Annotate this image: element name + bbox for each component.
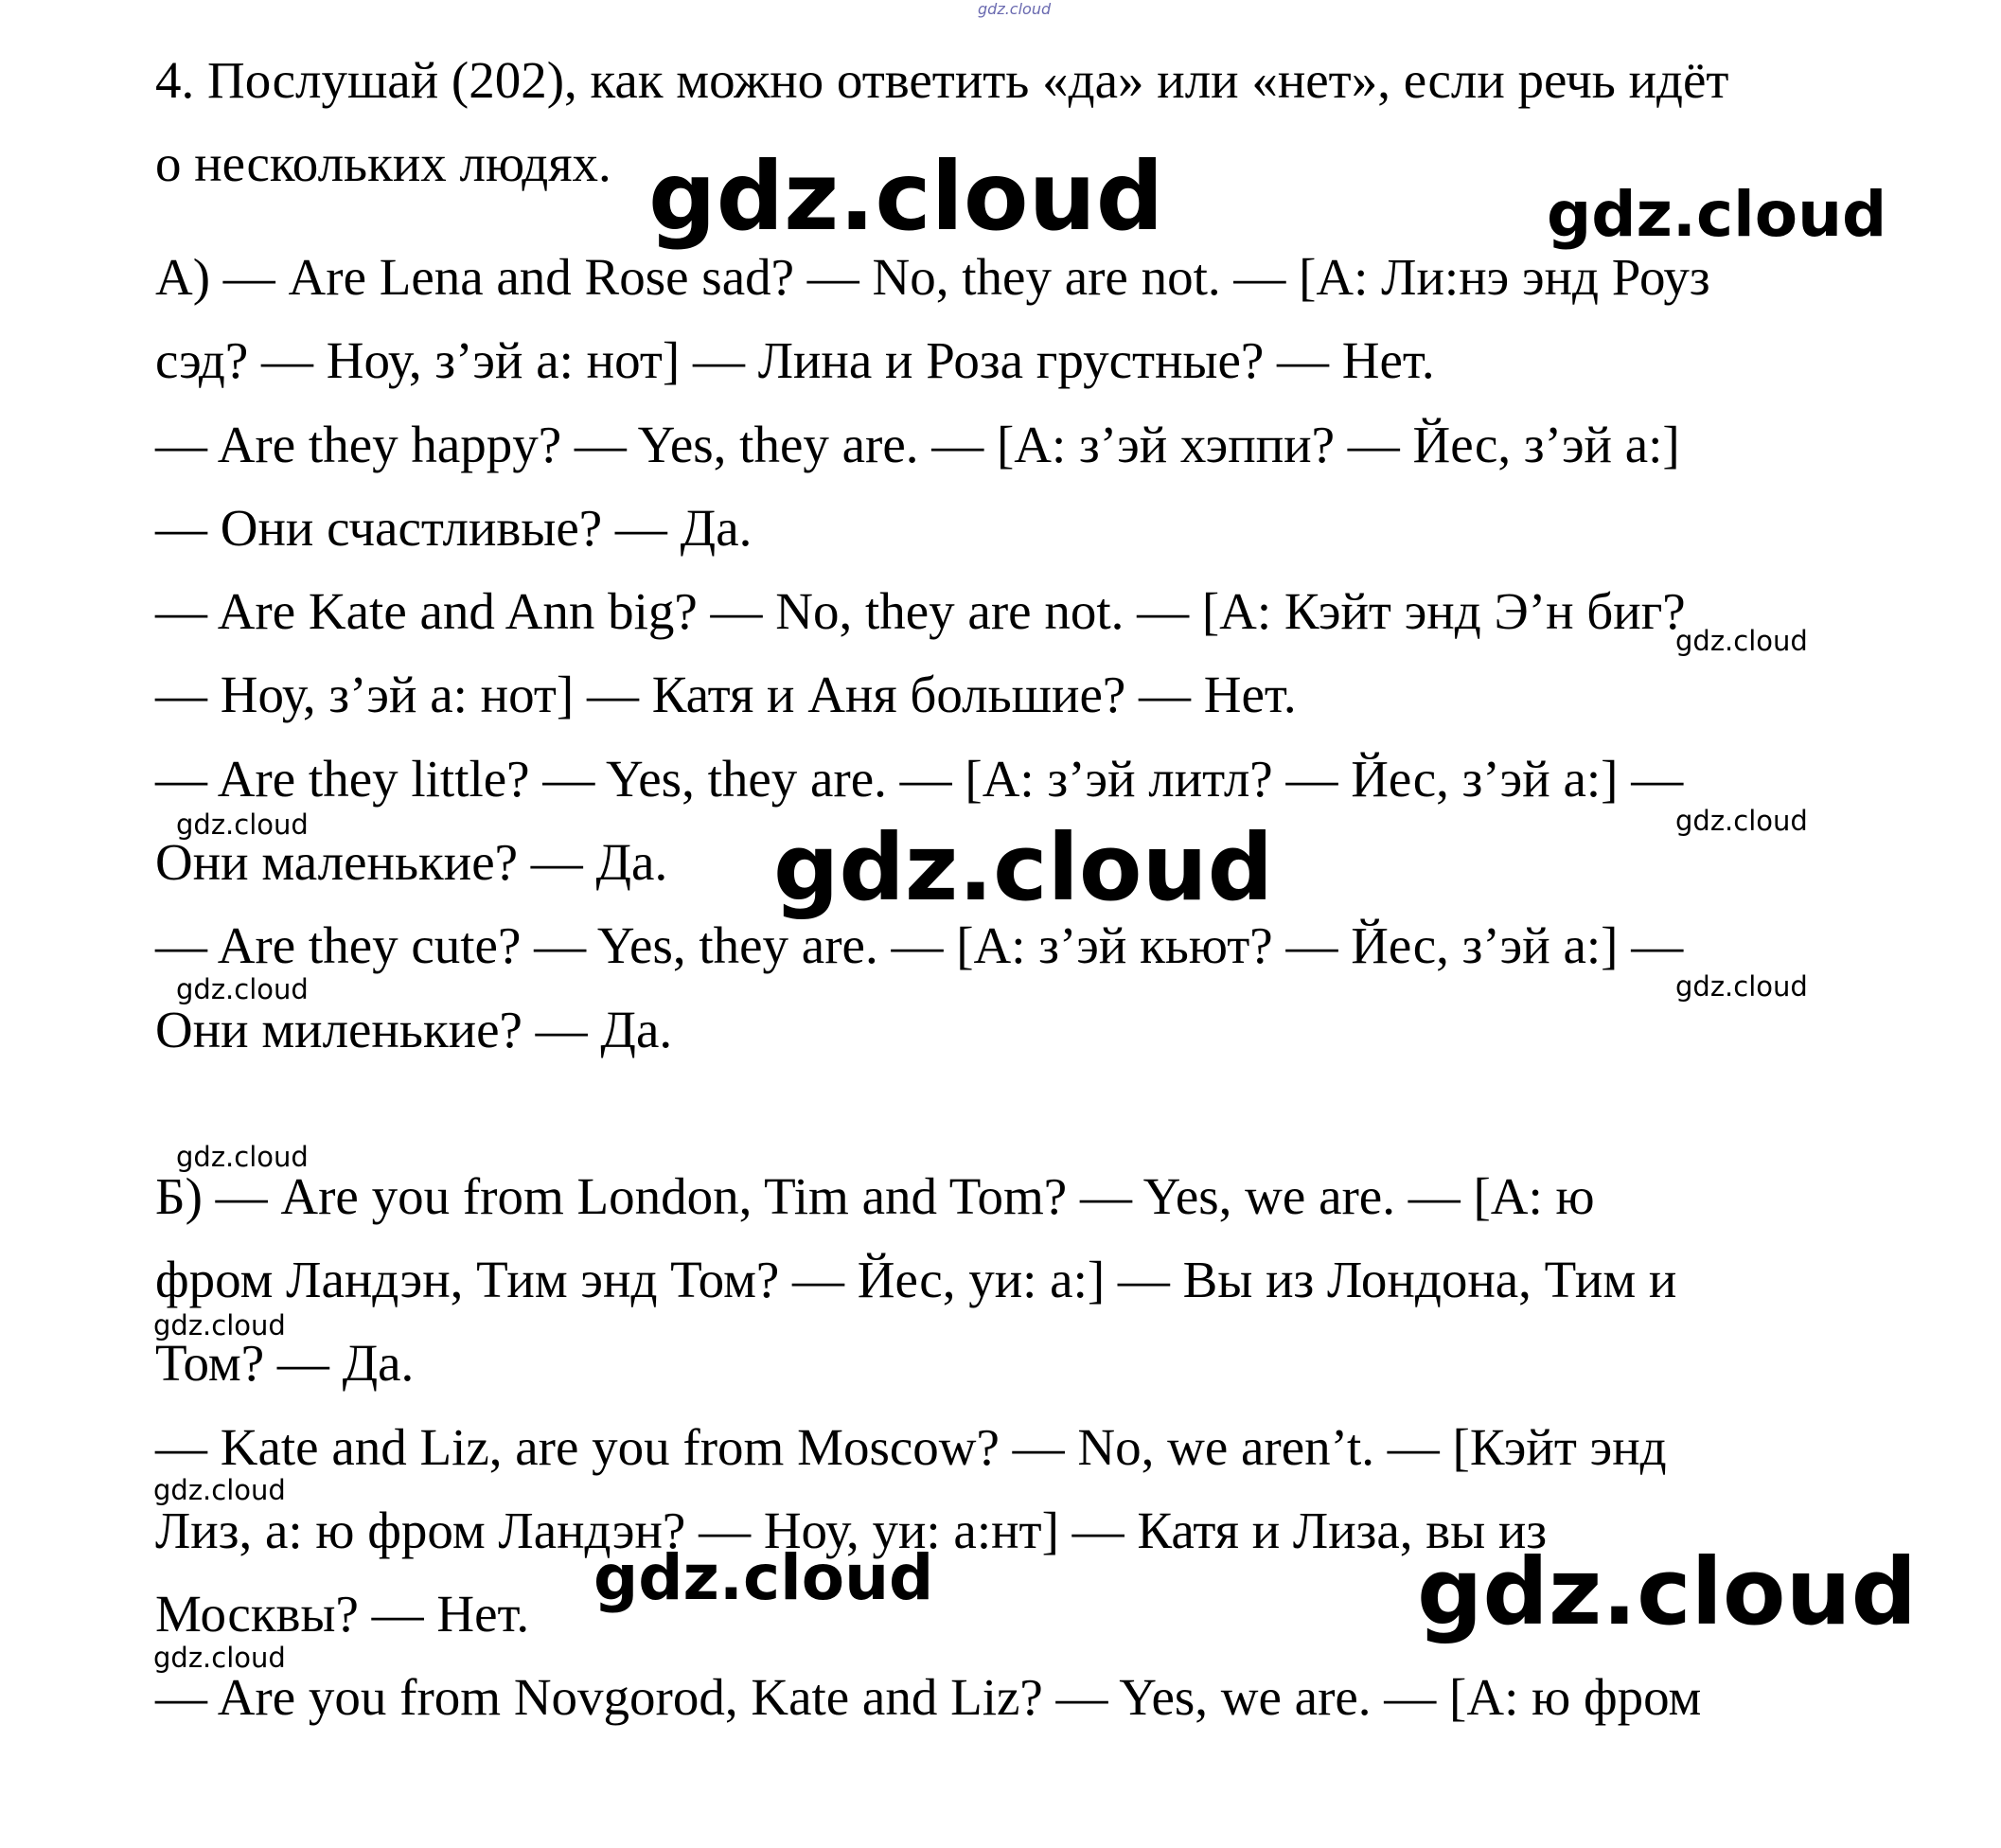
section-a-line-1: А) — Are Lena and Rose sad? — No, they are not. — [А: Ли:нэ энд Роуз xyxy=(155,248,1710,306)
section-a-line-2: сэд? — Ноу, з’эй а: нот] — Лина и Роза грустные? — Нет. xyxy=(155,331,1435,389)
task-heading-line-2: о нескольких людях. xyxy=(155,134,611,192)
watermark-small-2: gdz.cloud xyxy=(176,808,309,841)
section-b-line-4: — Kate and Liz, are you from Moscow? — No, we aren’t. — [Кэйт энд xyxy=(155,1418,1667,1476)
section-a-line-5: — Are Kate and Ann big? — No, they are not. — [А: Кэйт энд Э’н биг? xyxy=(155,582,1686,640)
watermark-small-9: gdz.cloud xyxy=(153,1642,286,1674)
section-a-line-4: — Они счастливые? — Да. xyxy=(155,499,753,557)
watermark-small-6: gdz.cloud xyxy=(176,1141,309,1173)
section-a-line-6: — Ноу, з’эй а: нот] — Катя и Аня большие? — Нет. xyxy=(155,666,1297,723)
watermark-small-1: gdz.cloud xyxy=(1675,625,1808,657)
section-b-line-5: Лиз, а: ю фром Ландэн? — Ноу, уи: а:нт] — Катя и Лиза, вы из xyxy=(155,1502,1548,1559)
section-b-line-6: Москвы? — Нет. xyxy=(155,1585,530,1643)
section-b-line-7: — Are you from Novgorod, Kate and Liz? — Yes, we are. — [А: ю фром xyxy=(155,1668,1702,1726)
watermark-medium-1: gdz.cloud xyxy=(1547,178,1887,251)
watermark-medium-2: gdz.cloud xyxy=(593,1541,934,1614)
section-a-line-8: Они маленькие? — Да. xyxy=(155,833,668,891)
section-a-line-7: — Are they little? — Yes, they are. — [А: з’эй литл? — Йес, з’эй а:] — xyxy=(155,750,1684,808)
watermark-large-1: gdz.cloud xyxy=(648,141,1164,252)
watermark-small-5: gdz.cloud xyxy=(1675,970,1808,1003)
watermark-small-3: gdz.cloud xyxy=(1675,805,1808,837)
section-b-line-1: Б) — Are you from London, Tim and Tom? — Yes, we are. — [А: ю xyxy=(155,1167,1595,1225)
section-b-line-3: Том? — Да. xyxy=(155,1334,415,1392)
watermark-large-3: gdz.cloud xyxy=(1417,1538,1918,1645)
task-heading-line-1: 4. Послушай (202), как можно ответить «да» или «нет», если речь идёт xyxy=(155,51,1729,109)
watermark-small-7: gdz.cloud xyxy=(153,1309,286,1342)
watermark-small-8: gdz.cloud xyxy=(153,1474,286,1506)
section-b-line-2: фром Ландэн, Тим энд Том? — Йес, уи: а:] — Вы из Лондона, Тим и xyxy=(155,1251,1677,1308)
section-a-line-3: — Are they happy? — Yes, they are. — [А: з’эй хэппи? — Йес, з’эй а:] xyxy=(155,416,1680,473)
section-a-line-9: — Are they cute? — Yes, they are. — [А: з’эй кьют? — Йес, з’эй а:] — xyxy=(155,916,1684,974)
section-a-line-10: Они миленькие? — Да. xyxy=(155,1001,673,1058)
watermark-small-4: gdz.cloud xyxy=(176,973,309,1005)
watermark-top: gdz.cloud xyxy=(978,0,1052,18)
watermark-large-2: gdz.cloud xyxy=(773,814,1274,921)
